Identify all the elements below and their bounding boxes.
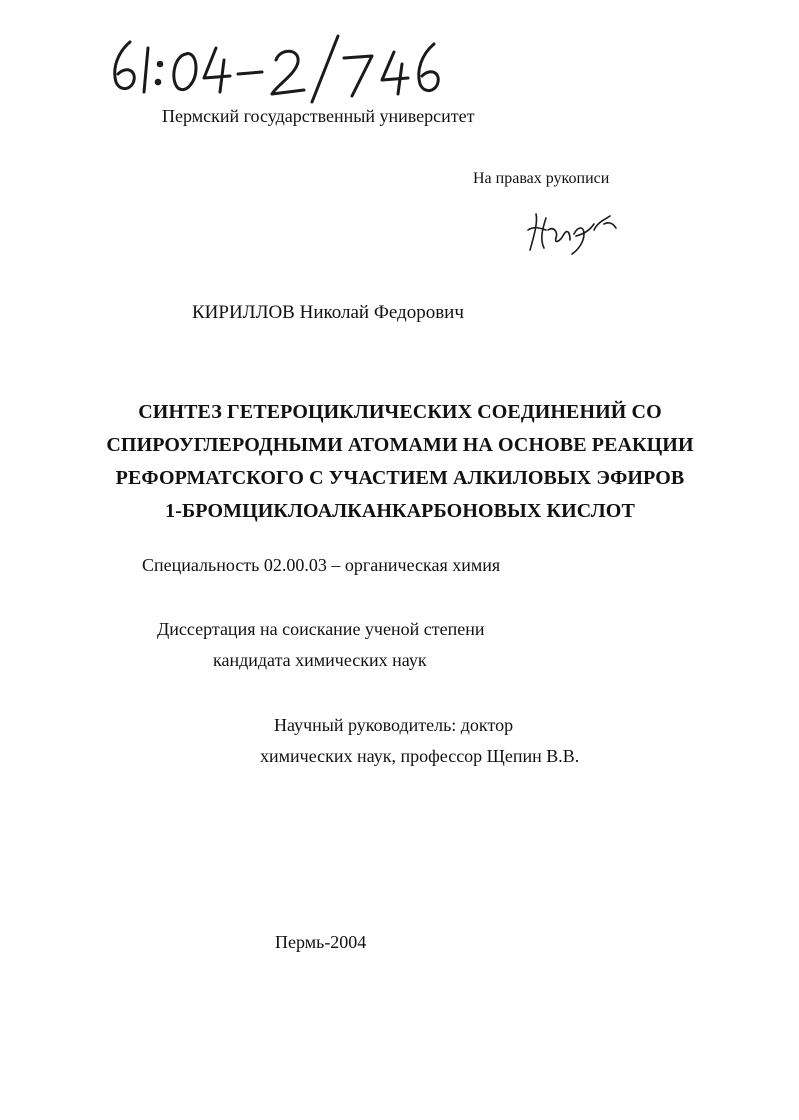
signature-drawing bbox=[524, 200, 619, 255]
advisor-line-2: химических наук, профессор Щепин В.В. bbox=[260, 746, 580, 766]
degree-line-2: кандидата химических наук bbox=[213, 650, 427, 670]
title-line: СИНТЕЗ ГЕТЕРОЦИКЛИЧЕСКИХ СОЕДИНЕНИЙ СО bbox=[138, 401, 662, 423]
title-line: РЕФОРМАТСКОГО С УЧАСТИЕМ АЛКИЛОВЫХ ЭФИРОВ bbox=[115, 467, 685, 489]
advisor-line-1: Научный руководитель: доктор bbox=[274, 715, 514, 735]
specialty: Специальность 02.00.03 – органическая химия bbox=[142, 555, 501, 575]
handwritten-number-drawing bbox=[100, 30, 445, 105]
author-name: КИРИЛЛОВ Николай Федорович bbox=[192, 302, 464, 323]
handwritten-archive-number bbox=[100, 30, 445, 105]
degree-line-1: Диссертация на соискание ученой степени bbox=[157, 619, 485, 639]
rights-notice: На правах рукописи bbox=[473, 170, 610, 187]
author-signature bbox=[524, 200, 619, 255]
city-year: Пермь-2004 bbox=[275, 932, 367, 952]
title-line: 1-БРОМЦИКЛОАЛКАНКАРБОНОВЫХ КИСЛОТ bbox=[165, 500, 635, 522]
title-line: СПИРОУГЛЕРОДНЫМИ АТОМАМИ НА ОСНОВЕ РЕАКЦИИ bbox=[106, 434, 694, 456]
dissertation-title bbox=[40, 396, 760, 528]
university-name: Пермский государственный университет bbox=[162, 106, 475, 126]
